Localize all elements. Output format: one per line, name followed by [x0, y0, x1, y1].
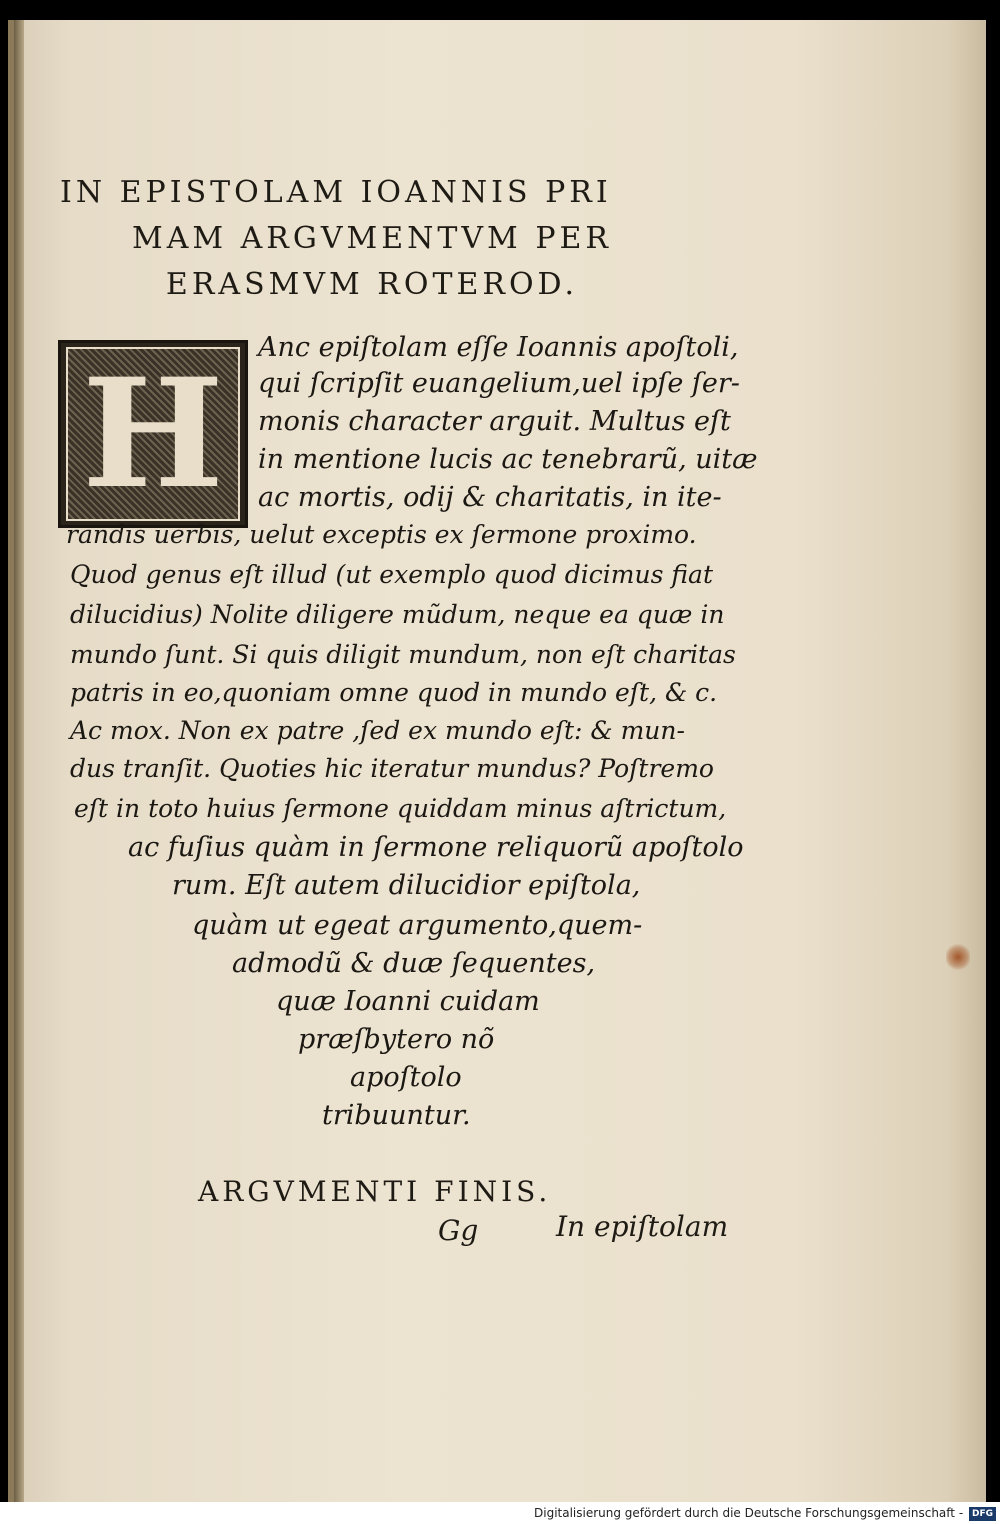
body-line: Quod genus eſt illud (ut exemplo quod dicimus fiat	[70, 560, 714, 589]
footer-text: Digitalisierung gefördert durch die Deutsche Forschungsgemeinschaft -	[534, 1506, 964, 1520]
page-spine	[14, 20, 24, 1502]
body-line: Anc epiſtolam eſſe Ioannis apoſtoli,	[258, 332, 739, 363]
heading-line-2: MAM ARGVMENTVM PER	[132, 221, 612, 256]
body-line: ac mortis, odij & charitatis, in ite-	[258, 482, 722, 513]
page-heading	[52, 170, 692, 308]
body-line: admodũ & duæ ſequentes,	[232, 948, 596, 979]
body-line: tribuuntur.	[322, 1100, 471, 1131]
body-line: apoſtolo	[350, 1062, 462, 1093]
initial-letter: H	[66, 347, 240, 521]
body-line: mundo ſunt. Si quis diligit mundum, non eſt charitas	[70, 640, 736, 669]
dfg-logo-icon: DFG	[969, 1507, 996, 1521]
body-line: randis uerbis, uelut exceptis ex ſermone proximo.	[66, 520, 697, 549]
body-line: monis character arguit. Multus eſt	[258, 406, 731, 437]
body-line: quæ Ioanni cuidam	[276, 986, 540, 1017]
body-line: rum. Eſt autem dilucidior epiſtola,	[172, 870, 641, 901]
heading-line-1: IN EPISTOLAM IOANNIS PRI	[60, 175, 612, 210]
decorated-initial	[58, 340, 248, 528]
signature-mark: Gg	[438, 1214, 479, 1247]
body-line: eſt in toto huius ſermone quiddam minus aſtrictum,	[74, 794, 727, 823]
body-line: dilucidius) Nolite diligere mũdum, neque ea quæ in	[70, 600, 725, 629]
body-line: qui ſcripſit euangelium,uel ipſe ſer-	[258, 368, 740, 399]
heading-line-3: ERASMVM ROTEROD.	[165, 267, 579, 302]
paper-stain	[946, 942, 970, 972]
body-line: præſbytero nõ	[298, 1024, 495, 1055]
body-line: in mentione lucis ac tenebrarũ, uitæ	[258, 444, 758, 475]
body-line: Ac mox. Non ex patre ,ſed ex mundo eſt: & mun-	[70, 716, 685, 745]
body-line: dus tranſit. Quoties hic iteratur mundus? Poſtremo	[70, 754, 714, 783]
body-line: quàm ut egeat argumento,quem-	[192, 910, 643, 941]
catchword: In epiſtolam	[556, 1210, 729, 1243]
argumenti-finis: ARGVMENTI FINIS.	[198, 1175, 552, 1208]
digitization-footer	[0, 1502, 1000, 1524]
body-line: patris in eo,quoniam omne quod in mundo eſt, & c.	[70, 678, 718, 707]
body-line: ac fuſius quàm in ſermone reliquorũ apoſtolo	[128, 832, 744, 863]
